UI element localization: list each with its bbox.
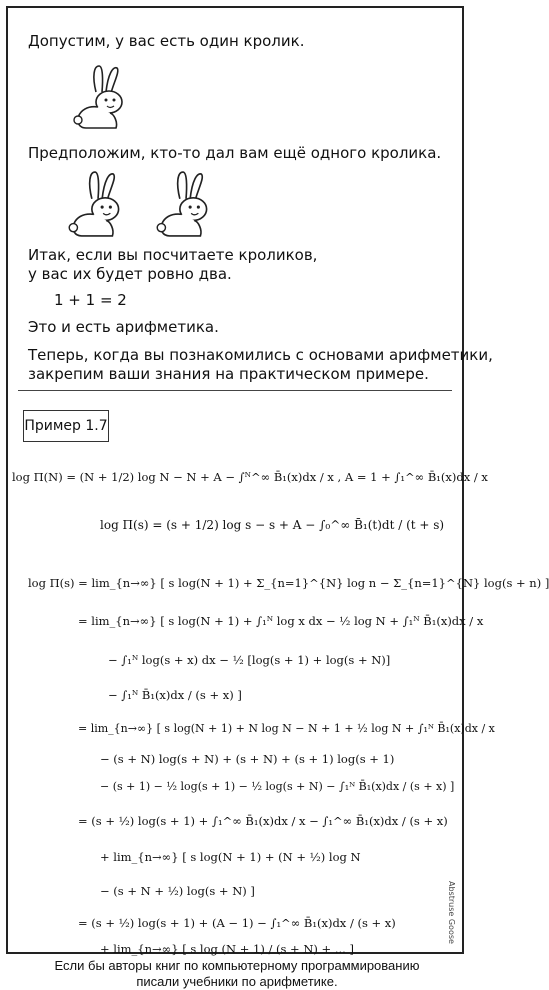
caption-line1: Если бы авторы книг по компьютерному программированию — [54, 958, 420, 973]
rabbit-icon — [66, 62, 136, 132]
text-count-rabbits: Итак, если вы посчитаете кроликов, — [28, 246, 318, 264]
text-exactly-two: у вас их будет ровно два. — [28, 265, 232, 283]
text-equation: 1 + 1 = 2 — [54, 291, 127, 309]
math-derivation-line1: log Π(s) = lim_{n→∞} [ s log(N + 1) + Σ_{n=1}^{N} log n − Σ_{n=1}^{N} log(s + n) ] — [28, 576, 549, 590]
math-derivation-line9: + lim_{n→∞} [ s log(N + 1) + (N + ½) log N — [100, 850, 361, 864]
math-derivation-line10: − (s + N + ½) log(s + N) ] — [100, 884, 255, 898]
math-derivation-line7: − (s + 1) − ½ log(s + 1) − ½ log(s + N) − ∫₁ᴺ B̄₁(x)dx / (s + x) ] — [100, 780, 455, 793]
math-derivation-line2: = lim_{n→∞} [ s log(N + 1) + ∫₁ᴺ log x dx − ½ log N + ∫₁ᴺ B̄₁(x)dx / x — [78, 614, 484, 628]
example-label: Пример 1.7 — [23, 410, 109, 442]
math-derivation-line11: = (s + ½) log(s + 1) + (A − 1) − ∫₁^∞ B̄₁(x)dx / (s + x) — [78, 916, 396, 930]
text-this-is-arithmetic: Это и есть арифметика. — [28, 318, 219, 336]
math-derivation-line12: + lim_{n→∞} [ s log (N + 1) / (s + N) + ... ] — [100, 942, 354, 956]
rabbit-icon — [60, 168, 134, 240]
caption-line2: писали учебники по арифметике. — [136, 974, 338, 989]
text-practical-example: закрепим ваши знания на практическом примере. — [28, 365, 429, 383]
math-eq1: log Π(N) = (N + 1/2) log N − N + A − ∫ᴺ^∞ B̄₁(x)dx / x , A = 1 + ∫₁^∞ B̄₁(x)dx / x — [12, 470, 488, 484]
text-another-rabbit: Предположим, кто-то дал вам ещё одного кролика. — [28, 144, 442, 162]
math-derivation-line3: − ∫₁ᴺ log(s + x) dx − ½ [log(s + 1) + log(s + N)] — [108, 653, 391, 667]
text-now-basics: Теперь, когда вы познакомились с основами арифметики, — [28, 346, 493, 364]
math-derivation-line6: − (s + N) log(s + N) + (s + N) + (s + 1) log(s + 1) — [100, 752, 395, 766]
rabbit-icon — [148, 168, 222, 240]
math-derivation-line4: − ∫₁ᴺ B̄₁(x)dx / (s + x) ] — [108, 688, 242, 702]
math-derivation-line5: = lim_{n→∞} [ s log(N + 1) + N log N − N + 1 + ½ log N + ∫₁ᴺ B̄₁(x)dx / x — [78, 722, 495, 735]
text-one-rabbit: Допустим, у вас есть один кролик. — [28, 32, 305, 50]
comic-panel — [6, 6, 549, 956]
signature: Abstruse Goose — [447, 881, 456, 944]
math-derivation-line8: = (s + ½) log(s + 1) + ∫₁^∞ B̄₁(x)dx / x − ∫₁^∞ B̄₁(x)dx / (s + x) — [78, 814, 448, 828]
math-eq2: log Π(s) = (s + 1/2) log s − s + A − ∫₀^∞ B̄₁(t)dt / (t + s) — [100, 518, 445, 532]
caption — [0, 958, 474, 990]
divider — [18, 390, 452, 391]
